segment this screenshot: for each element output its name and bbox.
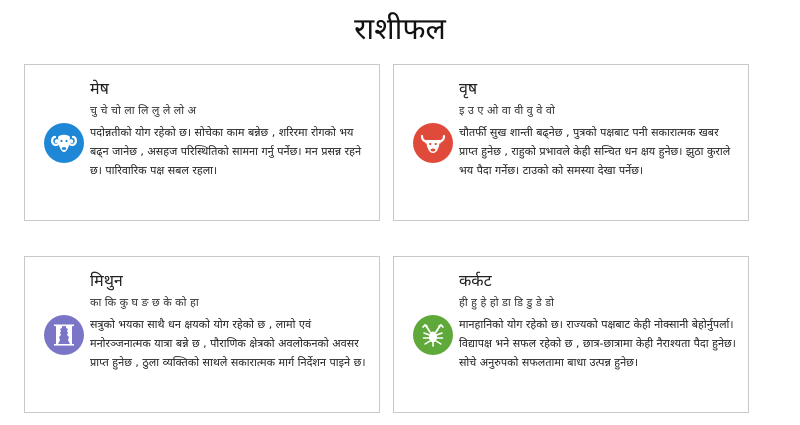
sign-name: वृष [459,79,478,98]
card-content [90,270,371,372]
sign-syllables: का कि कु घ ङ छ के को हा [90,296,199,309]
card-content [459,78,740,180]
sign-name: कर्कट [459,271,492,290]
sign-prediction: सत्रुको भयका साथै धन क्षयको योग रहेको छ , लामो एवं मनोरञ्जनात्मक यात्रा बन्ने छ , पौराणिक क्षेत्रको अवलोकनको अवसर प्राप्त हुनेछ , ठुला व्यक्तिको साथले सकारात्मक मार्ग निर्देशन पाइने छ। [90,318,366,369]
sign-syllables: चु चे चो ला लि लु ले लो अ [90,104,197,117]
sign-syllables: इ उ ए ओ वा वी वु वे वो [459,104,555,117]
ram-icon [44,123,84,163]
sign-prediction: चौतर्फी सुख शान्ती बढ्नेछ , पुत्रको पक्षबाट पनी सकारात्मक खबर प्राप्त हुनेछ , राहुको प्रभावले केही सन्चित धन क्षय हुनेछ। झुठा कुराले भय पैदा गर्नेछ। टाउको को समस्या देखा पर्नेछ। [459,126,731,177]
card-content [459,270,740,372]
sign-syllables: ही हु हे हो डा डि डु डे डो [459,296,555,309]
zodiac-card-vrish [393,64,749,221]
sign-prediction: पदोन्नतीको योग रहेको छ। सोचेका काम बन्नेछ , शरिरमा रोगको भय बढ्न जानेछ , असहज परिस्थितिको सामना गर्नु पर्नेछ। मन प्रसन्न रहने छ। पारिवारिक पक्ष सबल रहला। [90,126,362,177]
zodiac-card-mesh [24,64,380,221]
zodiac-card-mithun [24,256,380,413]
sign-name: मेष [90,79,109,98]
zodiac-card-karkat [393,256,749,413]
twins-icon [44,315,84,355]
bull-icon [413,123,453,163]
sign-name: मिथुन [90,271,123,290]
crab-icon [413,315,453,355]
sign-prediction: मानहानिको योग रहेको छ। राज्यको पक्षबाट केही नोक्सानी बेहोर्नुपर्ला। विद्यापक्ष भने सफल रहेको छ , छात्र-छात्रामा केही नैराश्यता पैदा हुनेछ। सोचे अनुरुपको सफलतामा बाधा उत्पन्न हुनेछ। [459,318,736,369]
card-content [90,78,371,180]
page-title: राशीफल [354,12,446,47]
